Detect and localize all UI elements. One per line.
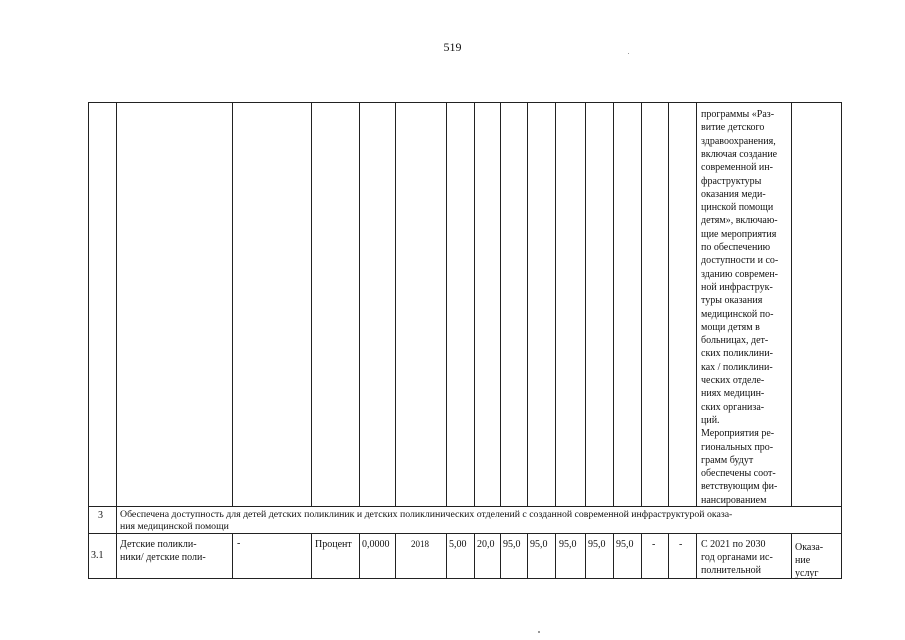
col3-value: -	[237, 538, 241, 549]
col-border	[641, 533, 642, 578]
value-cell: 95,0	[616, 539, 634, 550]
note-line: включая создание	[701, 148, 778, 160]
row-number: 3.1	[91, 550, 104, 561]
base-year: 2018	[411, 539, 429, 549]
indicator-name-line-2: ники/ детские поли-	[120, 552, 206, 563]
note-line: ческих отделе-	[701, 375, 765, 386]
value-cell: 95,0	[503, 539, 521, 550]
col-border	[585, 533, 586, 578]
note-line: фраструктуры	[701, 175, 762, 187]
value-cell: 5,00	[449, 539, 467, 550]
note-line: медицинской по-	[701, 308, 774, 320]
last-col-line: услуг	[795, 568, 819, 579]
col-border	[446, 533, 447, 578]
col-border	[613, 102, 614, 506]
col-border	[668, 533, 669, 578]
col-border	[474, 102, 475, 506]
col-border	[791, 102, 792, 506]
note-line: цинской помощи	[701, 202, 774, 214]
note-line: щие мероприятия	[701, 228, 777, 240]
note-line: программы «Раз-	[701, 109, 775, 120]
row-note-line: год органами ис-	[701, 552, 773, 563]
dash-cell: -	[679, 539, 683, 550]
note-line: современной ин-	[701, 162, 773, 174]
note-line: Мероприятия ре-	[701, 428, 775, 440]
note-line: ветствующим фи-	[701, 481, 778, 493]
note-line: больницах, дет-	[701, 335, 769, 347]
section-title-line-2: ния медицинской помощи	[120, 521, 229, 532]
col-border	[88, 102, 89, 579]
note-line: гиональных про-	[701, 441, 774, 453]
section-title-line-1: Обеспечена доступность для детей детских поликлиник и детских поликлинических отделений с созданной современной инфраструктурой оказа-	[120, 509, 733, 520]
row-note-line: полнительной	[701, 565, 761, 576]
col-border	[116, 102, 117, 579]
note-line: обеспечены соот-	[701, 468, 776, 480]
col-border	[395, 102, 396, 506]
note-line: ниях медицин-	[701, 388, 765, 400]
scan-speck	[628, 53, 629, 54]
table-top-border	[88, 102, 841, 103]
note-line: ках / поликлини-	[701, 361, 773, 373]
value-cell: 95,0	[559, 539, 577, 550]
col-border	[527, 102, 528, 506]
note-line: витие детского	[701, 122, 765, 134]
unit-value: Процент	[315, 539, 352, 550]
last-col-line: Оказа-	[795, 542, 824, 553]
note-line: ций.	[701, 414, 720, 426]
col-border	[311, 533, 312, 578]
note-line: грамм будут	[701, 454, 754, 466]
col-border	[791, 533, 792, 578]
note-line: ских организа-	[701, 401, 765, 413]
note-line: ной инфраструк-	[701, 281, 773, 293]
value-cell: 20,0	[477, 539, 495, 550]
col-border	[555, 533, 556, 578]
col-border	[841, 102, 842, 579]
note-line: детям», включаю-	[701, 215, 778, 227]
col-border	[474, 533, 475, 578]
note-line: туры оказания	[701, 295, 763, 307]
col-border	[359, 533, 360, 578]
col-border	[500, 533, 501, 578]
row-note-line: С 2021 по 2030	[701, 539, 766, 550]
indicator-name-line-1: Детские поликли-	[120, 539, 197, 550]
dash-cell: -	[652, 539, 656, 550]
col-border	[641, 102, 642, 506]
col-border	[527, 533, 528, 578]
col-border	[500, 102, 501, 506]
col-border	[555, 102, 556, 506]
note-line: оказания меди-	[701, 188, 766, 200]
col-border	[696, 533, 697, 578]
base-value: 0,0000	[362, 539, 390, 550]
note-line: доступности и со-	[701, 255, 779, 267]
note-line: по обеспечению	[701, 242, 771, 253]
scan-speck	[538, 631, 540, 633]
note-line: здравоохранения,	[701, 135, 776, 147]
col-border	[446, 102, 447, 506]
col-border	[696, 102, 697, 506]
section-number: 3	[98, 510, 103, 521]
col-border	[613, 533, 614, 578]
last-col-line: ние	[795, 555, 811, 566]
note-line: нансированием	[701, 494, 767, 506]
col-border	[232, 102, 233, 506]
note-line: ских поликлини-	[701, 348, 773, 360]
col-border	[395, 533, 396, 578]
col-border	[585, 102, 586, 506]
note-line: зданию современ-	[701, 268, 779, 280]
table-bottom-border	[88, 578, 841, 579]
note-line: мощи детям в	[701, 321, 760, 333]
value-cell: 95,0	[588, 539, 606, 550]
value-cell: 95,0	[530, 539, 548, 550]
col-border	[311, 102, 312, 506]
col-border	[668, 102, 669, 506]
page-number: 519	[443, 40, 462, 54]
col-border	[232, 533, 233, 578]
col-border	[359, 102, 360, 506]
